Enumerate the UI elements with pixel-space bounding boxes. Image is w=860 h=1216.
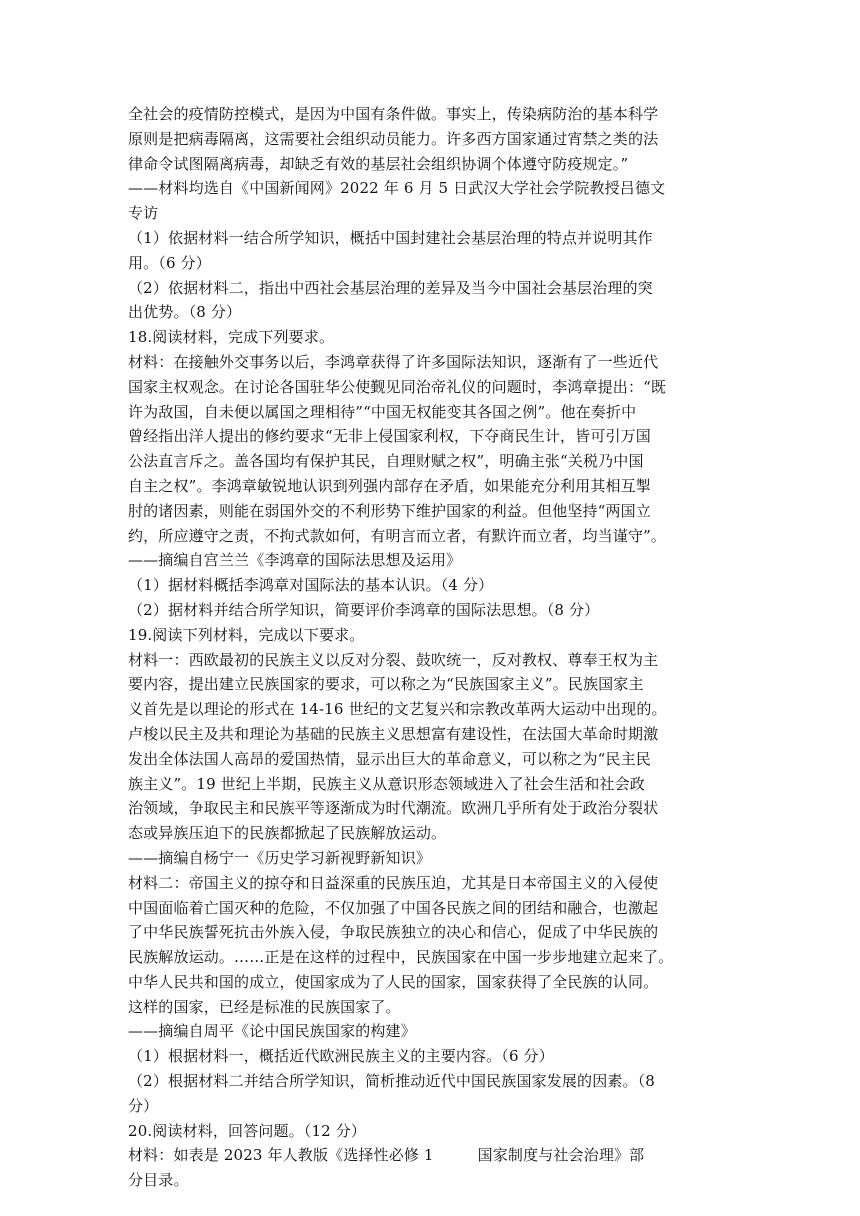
source-citation: ——摘编自周平《论中国民族国家的构建》 (128, 1022, 416, 1041)
text-line: 用。（6 分） (128, 253, 211, 272)
text-line: 材料：在接触外交事务以后，李鸿章获得了许多国际法知识，逐渐有了一些近代 (128, 352, 659, 371)
text-line: 分目录。 (128, 1171, 189, 1190)
text-line: 态或异族压迫下的民族都掀起了民族解放运动。 (128, 824, 447, 843)
source-citation: ——材料均选自《中国新闻网》2022 年 6 月 5 日武汉大学社会学院教授吕德文 (128, 179, 666, 198)
text-line: 原则是把病毒隔离，这需要社会组织动员能力。许多西方国家通过宵禁之类的法 (128, 129, 659, 148)
text-line: 分） (128, 1096, 159, 1115)
source-citation: ——摘编自杨宁一《历史学习新视野新知识》 (128, 848, 432, 867)
text-line: 中国面临着亡国灭种的危险，不仅加强了中国各民族之间的团结和融合，也激起 (128, 898, 659, 917)
text-line: 中华人民共和国的成立，使国家成为了人民的国家，国家获得了全民族的认同。 (128, 972, 659, 991)
text-line: 自主之权”。李鸿章敏锐地认识到列强内部存在矛盾，如果能充分利用其相互掣 (128, 476, 651, 495)
question-item: （2）据材料并结合所学知识，简要评价李鸿章的国际法思想。（8 分） (128, 600, 600, 619)
split-line-right: 国家制度与社会治理》部 (477, 1146, 645, 1165)
text-line: 民族解放运动。……正是在这样的过程中，民族国家在中国一步步地建立起来了。 (128, 948, 674, 967)
text-line: 约，所应遵守之责，不拘式款如何，有明言而立者，有默许而立者，均当谨守”。 (128, 526, 667, 545)
document-page (128, 102, 728, 1193)
text-line: 律命令试图隔离病毒，却缺乏有效的基层社会组织协调个体遵守防疫规定。” (128, 154, 629, 173)
question-heading: 20.阅读材料，回答问题。（12 分） (128, 1121, 367, 1140)
text-line (128, 1143, 728, 1168)
text-line: 治领域，争取民主和民族平等逐渐成为时代潮流。欧洲几乎所有处于政治分裂状 (128, 799, 659, 818)
text-line: 曾经指出洋人提出的修约要求“无非上侵国家利权，下夺商民生计，皆可引万国 (128, 427, 651, 446)
text-line: 材料二：帝国主义的掠夺和日益深重的民族压迫，尤其是日本帝国主义的入侵使 (128, 873, 659, 892)
text-line: 了中华民族誓死抗击外族入侵，争取民族独立的决心和信心，促成了中华民族的 (128, 923, 659, 942)
text-line: 出优势。（8 分） (128, 303, 242, 322)
text-line: 肘的诸因素，则能在弱国外交的不利形势下维护国家的利益。但他坚持“两国立 (128, 501, 651, 520)
question-heading: 18.阅读材料，完成下列要求。 (128, 328, 335, 347)
text-line: 这样的国家，已经是标准的民族国家了。 (128, 997, 401, 1016)
text-line: 专访 (128, 204, 159, 223)
text-line: 许为敌国，自未便以属国之理相待”“中国无权能变其各国之例”。他在奏折中 (128, 402, 637, 421)
question-heading: 19.阅读下列材料，完成以下要求。 (128, 625, 365, 644)
source-citation: ——摘编自宫兰兰《李鸿章的国际法思想及运用》 (128, 551, 462, 570)
split-line-left: 材料：如表是 2023 年人教版《选择性必修 1 (128, 1146, 434, 1165)
text-line: 义首先是以理论的形式在 14-16 世纪的文艺复兴和宗教改革两大运动中出现的。 (128, 700, 667, 719)
text-line: 国家主权观念。在讨论各国驻华公使觐见同治帝礼仪的问题时，李鸿章提出：“既 (128, 377, 667, 396)
question-item: （1）根据材料一，概括近代欧洲民族主义的主要内容。（6 分） (128, 1047, 554, 1066)
text-line: 族主义”。19 世纪上半期，民族主义从意识形态领域进入了社会生活和社会政 (128, 774, 645, 793)
question-item: （2）根据材料二并结合所学知识，简析推动近代中国民族国家发展的因素。（8 (128, 1072, 655, 1091)
question-item: （1）依据材料一结合所学知识，概括中国封建社会基层治理的特点并说明其作 (128, 228, 653, 247)
question-item: （1）据材料概括李鸿章对国际法的基本认识。（4 分） (128, 576, 494, 595)
text-line: 卢梭以民主及共和理论为基础的民族主义思想富有建设性，在法国大革命时期激 (128, 724, 659, 743)
text-line: 公法直言斥之。盖各国均有保护其民，自理财赋之权”，明确主张“关税乃中国 (128, 452, 644, 471)
question-item: （2）依据材料二，指出中西社会基层治理的差异及当今中国社会基层治理的突 (128, 278, 653, 297)
text-line: 发出全体法国人高昂的爱国热情，显示出巨大的革命意义，可以称之为“民主民 (128, 749, 651, 768)
text-line: 要内容，提出建立民族国家的要求，可以称之为“民族国家主义”。民族国家主 (128, 675, 644, 694)
text-line: 材料一：西欧最初的民族主义以反对分裂、鼓吹统一，反对教权、尊奉王权为主 (128, 650, 659, 669)
text-line: 全社会的疫情防控模式，是因为中国有条件做。事实上，传染病防治的基本科学 (128, 105, 659, 123)
